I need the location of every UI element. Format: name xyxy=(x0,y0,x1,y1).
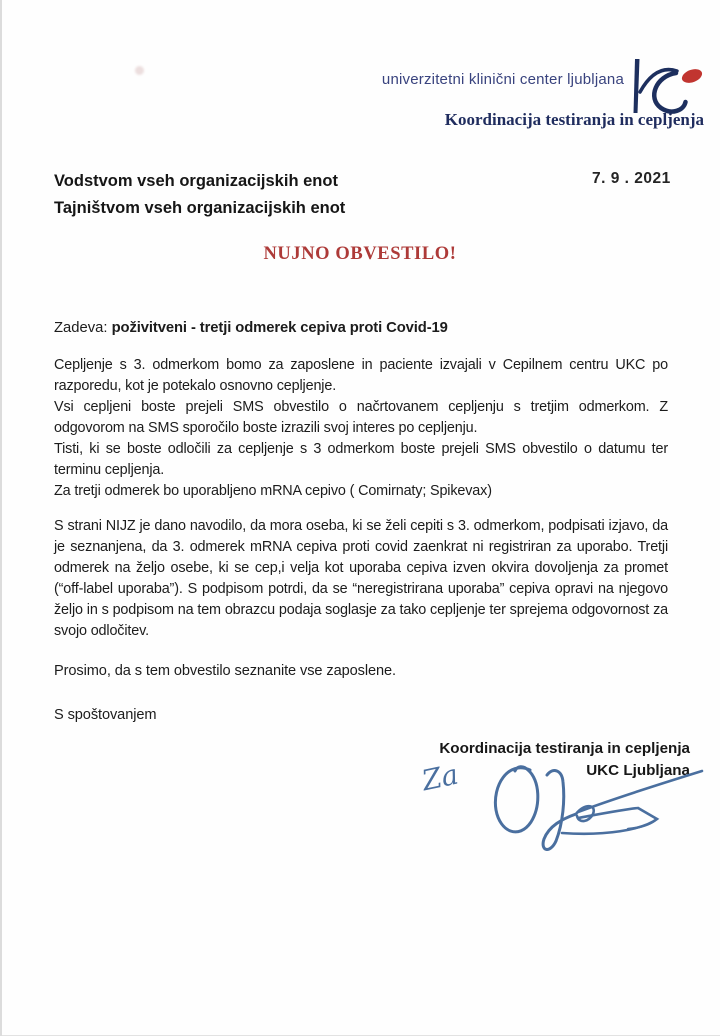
salutation: S spoštovanjem xyxy=(54,707,157,723)
urgent-notice-title: NUJNO OBVESTILO! xyxy=(263,244,457,264)
handwritten-za-mark: Za xyxy=(418,757,462,798)
scan-artifact-dot xyxy=(135,66,144,75)
paragraph-vaccination-schedule: Cepljenje s 3. odmerkom bomo za zaposlene in paciente izvajali v Cepilnem centru UKC po razporedu, kot je potekalo osnovno cepljenje. xyxy=(54,357,668,394)
paragraph-vaccine-type: Za tretji odmerek bo uporabljeno mRNA cepivo ( Comirnaty; Spikevax) xyxy=(54,483,492,499)
ukc-logo-icon xyxy=(628,56,706,116)
org-name: univerzitetni klinični center ljubljana xyxy=(381,70,624,88)
paragraph-sms-date: Tisti, ki se boste odločili za cepljenje s 3 odmerkom boste prejeli SMS obvestilo o datumu ter terminu cepljenja. xyxy=(54,441,668,478)
letterhead xyxy=(382,56,706,130)
recipient-line-1: Vodstvom vseh organizacijskih enot xyxy=(54,172,338,190)
subject-line xyxy=(54,320,448,336)
recipient-block xyxy=(54,168,345,222)
letter-date: 7. 9 . 2021 xyxy=(592,170,671,187)
signature-location-line: UKC Ljubljana xyxy=(586,762,690,779)
recipient-line-2: Tajništvom vseh organizacijskih enot xyxy=(54,199,346,217)
letter-body xyxy=(54,355,668,642)
handwritten-signature xyxy=(400,748,720,863)
paragraph-nijz-statement: S strani NIJZ je dano navodilo, da mora oseba, ki se želi cepiti s 3. odmerkom, podpisati izjavo, da je seznanjena, da 3. odmerek mRNA cepiva proti covid zaenkrat ni registriran za uporabo. Tretji odmerek na željo osebe, ki se cep,i velja kot uporaba cepiva izven okvira dovoljenja za promet (“off-label uporaba”). S podpisom potrdi, da se “neregistrirana uporaba” cepiva opravi na njegovo željo in s podpisom na tem obrazcu podaja soglasje za tako cepljenje ter sprejema odgovornost za svojo odločitev. xyxy=(54,518,668,639)
subject-label: Zadeva: xyxy=(54,320,112,336)
department-title: Koordinacija testiranja in cepljenja xyxy=(444,110,704,129)
signature-org-line: Koordinacija testiranja in cepljenja xyxy=(439,740,690,757)
closing-request: Prosimo, da s tem obvestilo seznanite vse zaposlene. xyxy=(54,663,396,679)
paragraph-sms-notice: Vsi cepljeni boste prejeli SMS obvestilo o načrtovanem cepljenju s tretjim odmerkom. Z odgovorom na SMS sporočilo boste izrazili svoj interes po cepljenju. xyxy=(54,399,668,436)
subject-text: poživitveni - tretji odmerek cepiva proti Covid-19 xyxy=(111,320,448,336)
